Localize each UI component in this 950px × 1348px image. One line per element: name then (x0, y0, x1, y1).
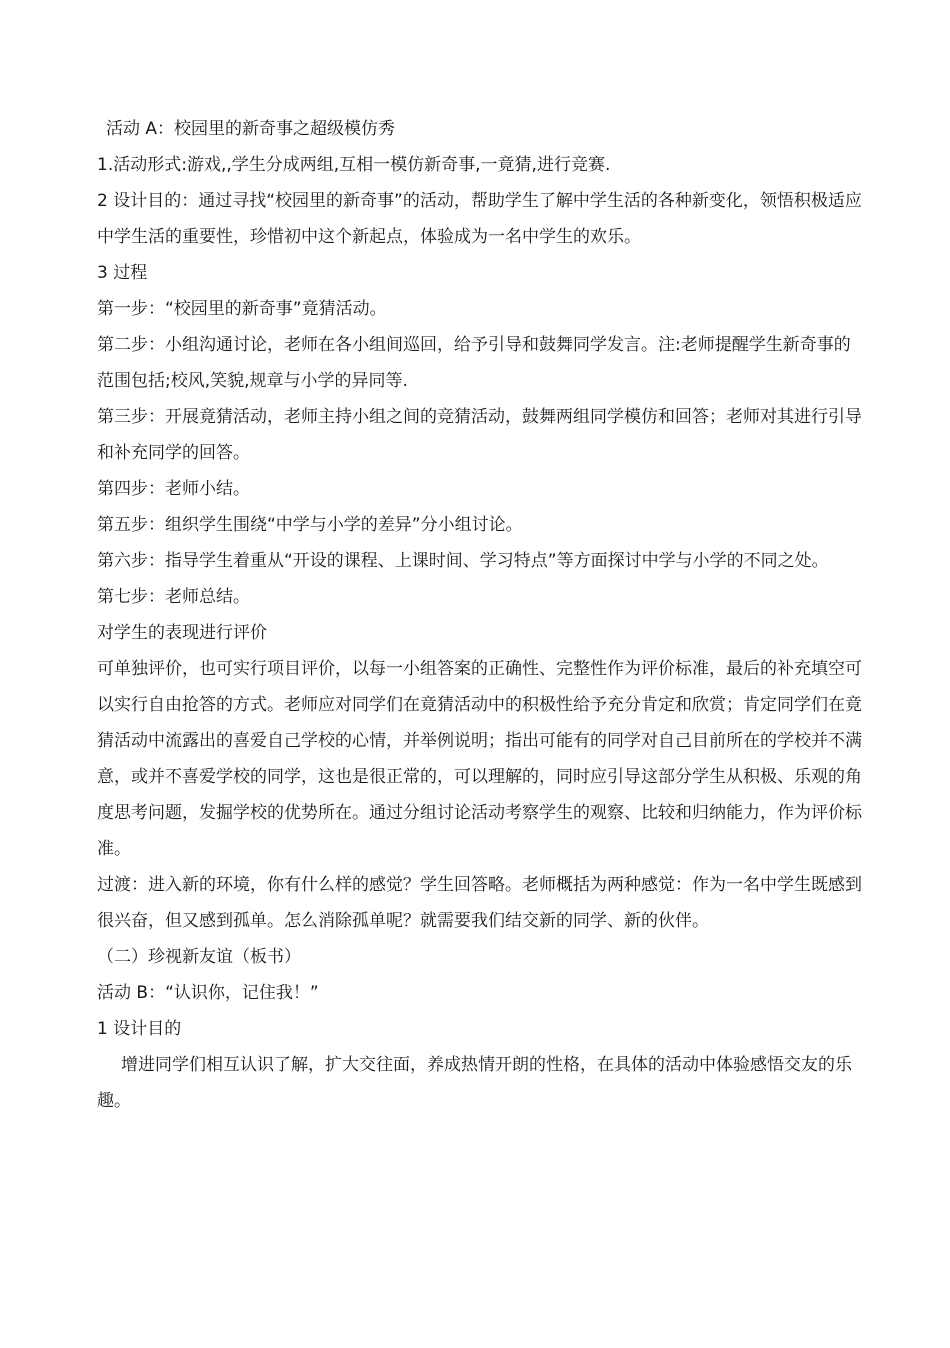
document-body (97, 111, 867, 1119)
section-two-heading: （二）珍视新友谊（板书） (97, 947, 301, 967)
design-purpose-body: 增进同学们相互认识了解，扩大交往面，养成热情开朗的性格，在具体的活动中体验感悟交友的乐趣。 (97, 1055, 852, 1111)
design-purpose-paragraph: 2 设计目的：通过寻找“校园里的新奇事”的活动，帮助学生了解中学生活的各种新变化，领悟积极适应中学生活的重要性，珍惜初中这个新起点，体验成为一名中学生的欢乐。 (97, 191, 862, 247)
step-one: 第一步：“校园里的新奇事”竟猜活动。 (97, 299, 387, 319)
evaluation-paragraph: 可单独评价，也可实行项目评价，以每一小组答案的正确性、完整性作为评价标准，最后的补充填空可以实行自由抢答的方式。老师应对同学们在竟猜活动中的积极性给予充分肯定和欣赏；肯定同学们在竟猜活动中流露出的喜爱自己学校的心情，并举例说明；指出可能有的同学对自己目前所在的学校并不满意，或并不喜爱学校的同学，这也是很正常的，可以理解的，同时应引导这部分学生从积极、乐观的角度思考问题，发掘学校的优势所在。通过分组讨论活动考察学生的观察、比较和归纳能力，作为评价标准。 (97, 659, 862, 859)
activity-form-paragraph: 1.活动形式:游戏,,学生分成两组,互相一模仿新奇事,一竟猜,进行竞赛. (97, 155, 611, 175)
design-purpose-heading: 1 设计目的 (97, 1019, 182, 1039)
evaluation-heading: 对学生的表现进行评价 (97, 623, 267, 643)
step-five: 第五步：组织学生围绕“中学与小学的差异”分小组讨论。 (97, 515, 523, 535)
process-heading: 3 过程 (97, 263, 148, 283)
step-six: 第六步：指导学生着重从“开设的课程、上课时间、学习特点”等方面探讨中学与小学的不同之处。 (97, 551, 829, 571)
activity-b-heading: 活动 B：“认识你，记住我！” (97, 983, 319, 1003)
transition-paragraph: 过渡：进入新的环境，你有什么样的感觉？学生回答略。老师概括为两种感觉：作为一名中学生既感到很兴奋，但又感到孤单。怎么消除孤单呢？就需要我们结交新的同学、新的伙伴。 (97, 875, 862, 931)
step-seven: 第七步：老师总结。 (97, 587, 250, 607)
step-four: 第四步：老师小结。 (97, 479, 250, 499)
step-two: 第二步：小组沟通讨论，老师在各小组间巡回，给予引导和鼓舞同学发言。注:老师提醒学生新奇事的范围包括;校风,笑貌,规章与小学的异同等. (97, 335, 851, 391)
activity-a-heading: 活动 A：校园里的新奇事之超级模仿秀 (106, 119, 396, 139)
step-three: 第三步：开展竟猜活动，老师主持小组之间的竞猜活动，鼓舞两组同学模仿和回答；老师对其进行引导和补充同学的回答。 (97, 407, 862, 463)
